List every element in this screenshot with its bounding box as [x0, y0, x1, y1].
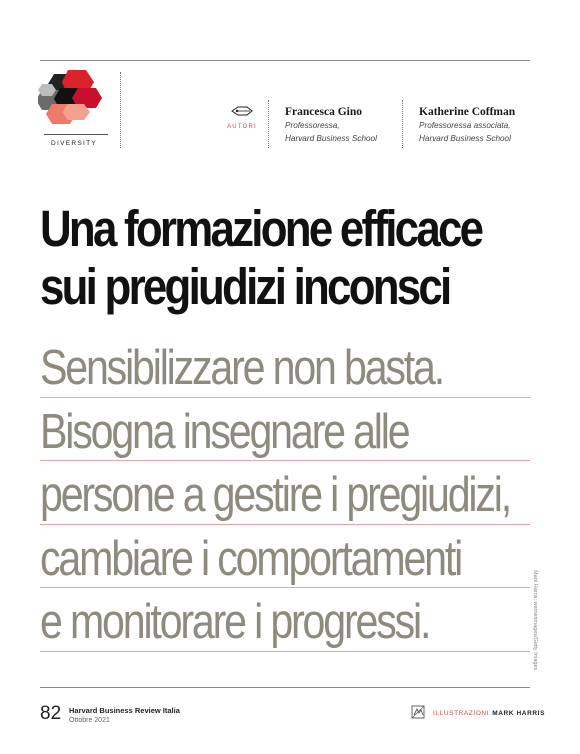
- fountain-pen-icon: [231, 104, 253, 118]
- deck-text: cambiare i comportamenti: [40, 531, 462, 586]
- author-affiliation: Harvard Business School: [419, 134, 511, 143]
- illustrator-name: MARK HARRIS: [492, 710, 546, 717]
- dotted-divider: [120, 72, 121, 148]
- author-name: Francesca Gino: [285, 106, 362, 118]
- deck-text: e monitorare i progressi.: [40, 595, 430, 649]
- page-number: 82: [40, 703, 62, 724]
- publication-title: Harvard Business Review Italia: [69, 706, 180, 715]
- publication-date: Ottobre 2021: [69, 717, 110, 724]
- diversity-logo-icon: [38, 68, 110, 132]
- publication-info: [69, 706, 180, 724]
- deck-line: [40, 588, 530, 652]
- dotted-divider: [268, 100, 269, 148]
- deck-line: [40, 334, 530, 398]
- illustration-icon: [411, 705, 425, 719]
- section-label: DIVERSITY: [50, 140, 97, 147]
- author-role: Professoressa associata,: [419, 121, 511, 130]
- author-block: [285, 106, 377, 144]
- deck-line: [40, 461, 530, 525]
- deck-text: Bisogna insegnare alle: [40, 404, 409, 459]
- illustration-label: ILLUSTRAZIONI: [433, 710, 490, 717]
- author-name: Katherine Coffman: [419, 106, 516, 118]
- deck-text: Sensibilizzare non basta.: [40, 341, 444, 395]
- title-line: Una formazione efficace: [40, 200, 482, 257]
- section-badge: [38, 68, 110, 150]
- article-title: [40, 200, 482, 316]
- article-deck: [40, 334, 530, 652]
- logo-underline: [44, 134, 108, 135]
- bottom-rule: [40, 687, 530, 688]
- photo-credit: Mark Harris; wernerimages/Getty Images: [532, 570, 538, 671]
- illustration-credit: [433, 710, 545, 717]
- dotted-divider: [402, 100, 403, 148]
- author-affiliation: Harvard Business School: [285, 134, 377, 143]
- deck-line: [40, 525, 530, 589]
- deck-text: persone a gestire i pregiudizi,: [40, 468, 510, 522]
- author-role: Professoressa,: [285, 121, 340, 130]
- authors-label: AUTORI: [227, 124, 257, 130]
- top-rule: [40, 60, 530, 61]
- title-line: sui pregiudizi inconsci: [40, 258, 450, 315]
- author-block: [419, 106, 515, 144]
- deck-line: [40, 398, 530, 462]
